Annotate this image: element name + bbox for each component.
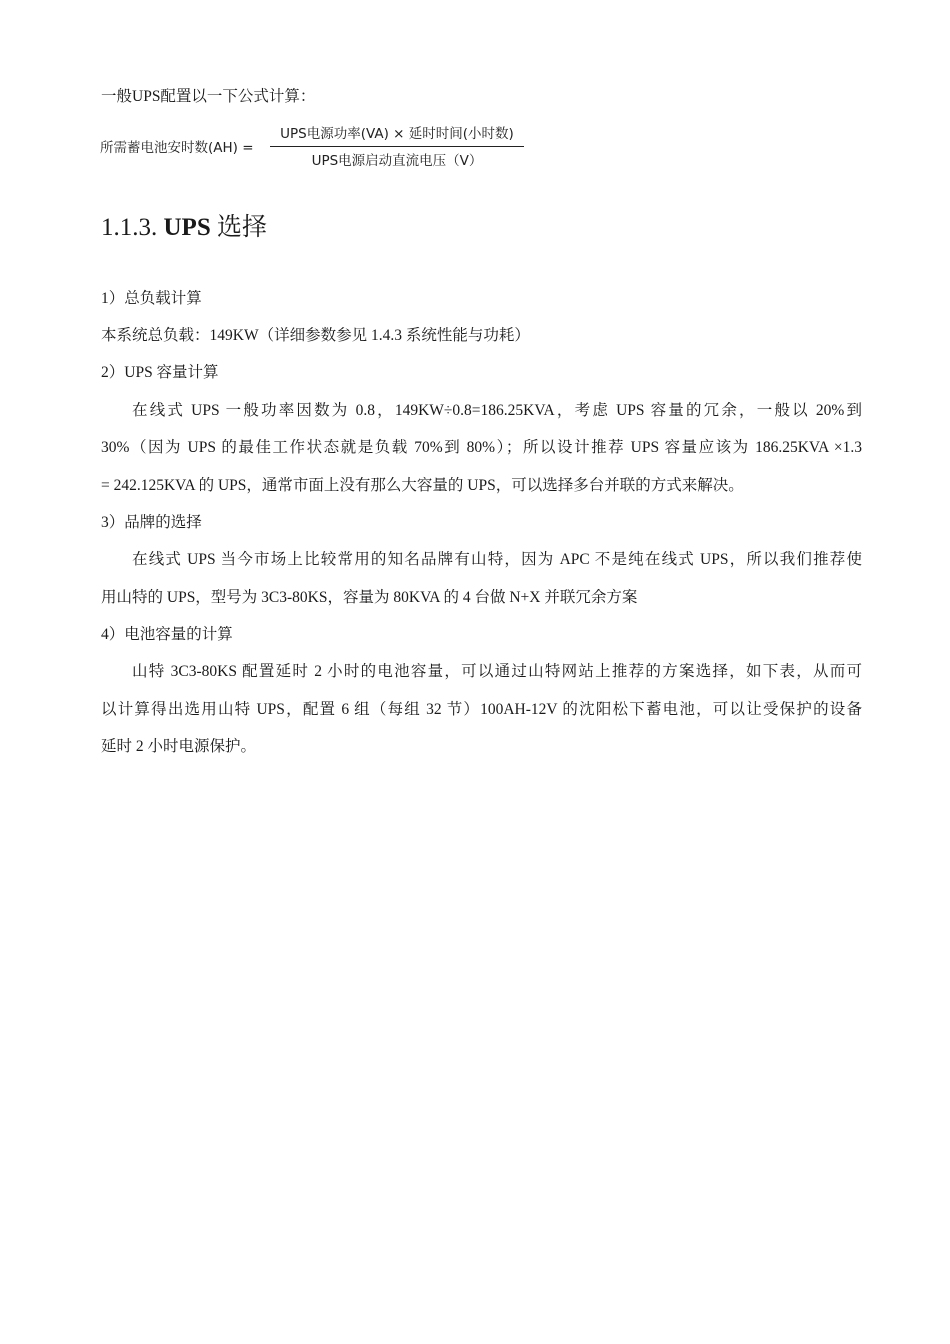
heading-number: 1.1.3. [101,214,158,241]
section-3-title: 3）品牌的选择 [101,514,202,531]
section-2-title: 2）UPS 容量计算 [101,364,219,381]
section-2-paragraph-line-3: = 242.125KVA 的 UPS，通常市面上没有那么大容量的 UPS，可以选择多台并联的方式来解决。 [101,477,744,494]
section-2-paragraph-line-1: 在线式 UPS 一般功率因数为 0.8，149KW÷0.8=186.25KVA，考虑 UPS 容量的冗余，一般以 20%到 [132,402,862,419]
section-4-paragraph-line-2: 以计算得出选用山特 UPS，配置 6 组（每组 32 节）100AH-12V 的沈阳松下蓄电池，可以让受保护的设备 [101,701,862,718]
section-2-paragraph-line-2: 30%（因为 UPS 的最佳工作状态就是负载 70%到 80%）；所以设计推荐 UPS 容量应该为 186.25KVA ×1.3 [101,439,862,456]
section-heading [101,212,267,244]
section-4-paragraph-line-1: 山特 3C3-80KS 配置延时 2 小时的电池容量，可以通过山特网站上推荐的方案选择，如下表，从而可 [132,663,862,680]
section-1-text: 本系统总负载：149KW（详细参数参见 1.4.3 系统性能与功耗） [101,327,530,344]
section-1-title: 1）总负载计算 [101,290,202,307]
formula-numerator: UPS电源功率(VA) × 延时时间(小时数) [280,126,514,142]
formula-fraction-bar [270,146,524,147]
section-3-paragraph-line-2: 用山特的 UPS，型号为 3C3-80KS，容量为 80KVA 的 4 台做 N+X 并联冗余方案 [101,589,638,606]
section-4-paragraph-line-3: 延时 2 小时电源保护。 [101,738,257,755]
heading-title: 选择 [216,214,267,241]
battery-formula [100,122,540,174]
section-4-title: 4）电池容量的计算 [101,626,233,643]
section-3-paragraph-line-1: 在线式 UPS 当今市场上比较常用的知名品牌有山特，因为 APC 不是纯在线式 UPS，所以我们推荐使 [132,551,862,568]
intro-text: 一般UPS配置以一下公式计算： [101,88,316,105]
heading-ups: UPS [163,214,211,241]
formula-lhs: 所需蓄电池安时数(AH) = [100,140,254,156]
formula-denominator: UPS电源启动直流电压（V） [311,153,483,169]
